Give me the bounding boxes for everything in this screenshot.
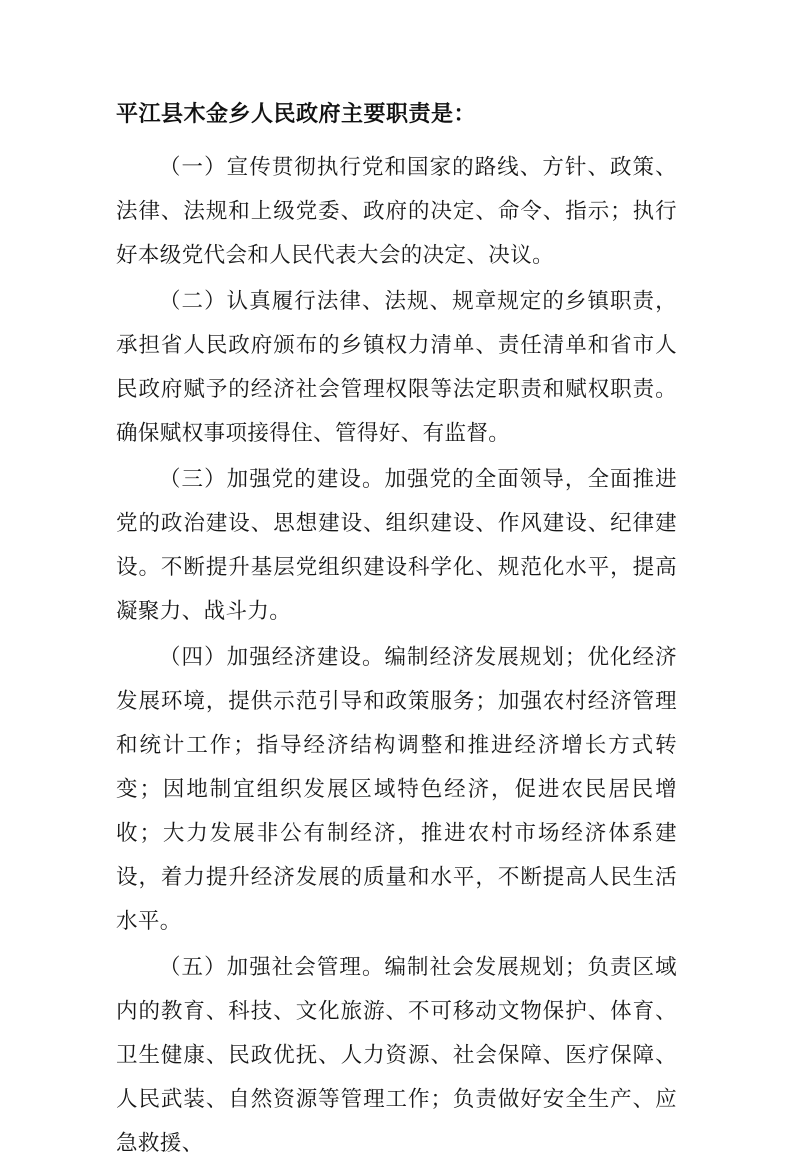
paragraph-4: （四）加强经济建设。编制经济发展规划；优化经济发展环境，提供示范引导和政策服务；加强农村经济管理和统计工作；指导经济结构调整和推进经济增长方式转变；因地制宜组织发展区域特色经济，促进农民居民增收；大力发展非公有制经济，推进农村市场经济体系建设，着力提升经济发展的质量和水平，不断提高人民生活水平。 xyxy=(116,645,677,934)
paragraph-1: （一）宣传贯彻执行党和国家的路线、方针、政策、法律、法规和上级党委、政府的决定、命令、指示；执行好本级党代会和人民代表大会的决定、决议。 xyxy=(116,155,677,268)
paragraph-3: （三）加强党的建设。加强党的全面领导，全面推进党的政治建设、思想建设、组织建设、作风建设、纪律建设。不断提升基层党组织建设科学化、规范化水平，提高凝聚力、战斗力。 xyxy=(116,467,677,624)
paragraph-2: （二）认真履行法律、法规、规章规定的乡镇职责，承担省人民政府颁布的乡镇权力清单、责任清单和省市人民政府赋予的经济社会管理权限等法定职责和赋权职责。确保赋权事项接得住、管得好、有监督。 xyxy=(116,289,677,446)
paragraph-5: （五）加强社会管理。编制社会发展规划；负责区域内的教育、科技、文化旅游、不可移动文物保护、体育、卫生健康、民政优抚、人力资源、社会保障、医疗保障、人民武装、自然资源等管理工作；负责做好安全生产、应急救援、 xyxy=(116,955,677,1156)
page-title: 平江县木金乡人民政府主要职责是： xyxy=(116,101,477,126)
